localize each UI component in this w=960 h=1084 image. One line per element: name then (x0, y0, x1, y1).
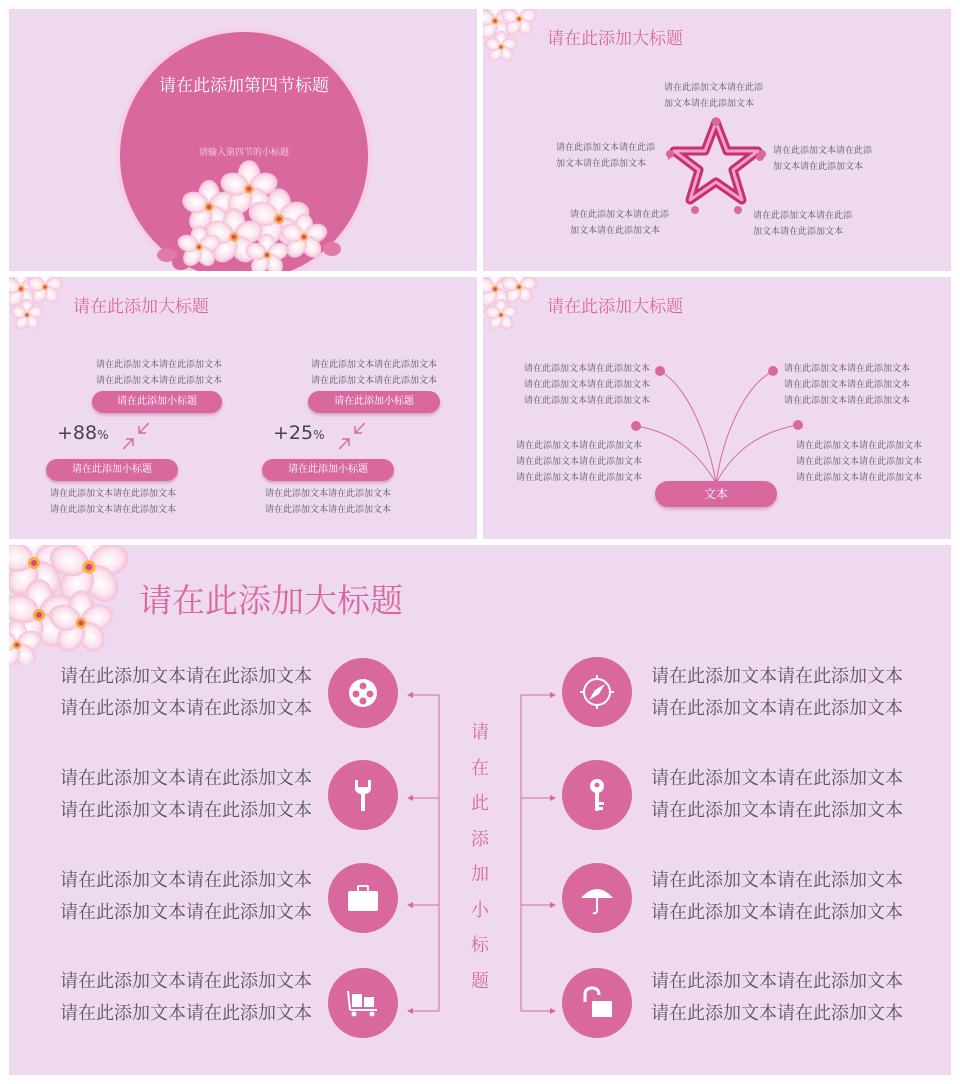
page-title: 请在此添加大标题 (547, 29, 683, 49)
stat-pill-top[interactable]: 请在此添加小标题 (92, 391, 222, 413)
stat-pill-top[interactable]: 请在此添加小标题 (308, 391, 440, 413)
stat-pill-bottom[interactable]: 请在此添加小标题 (262, 459, 394, 481)
fountain-text-top-left: 请在此添加文本请在此添加文本 请在此添加文本请在此添加文本 请在此添加文本请在此添加文本 (524, 364, 651, 406)
luggage-cart-icon (328, 968, 398, 1038)
stat-bottom-text: 请在此添加文本请在此添加文本 请在此添加文本请在此添加文本 (50, 489, 177, 515)
list-item-text: 请在此添加文本请在此添加文本 请在此添加文本请在此添加文本 (60, 666, 312, 719)
section-subtitle: 请输入第四节的小标题 (198, 148, 289, 158)
cherry-blossom-bouquet (139, 159, 359, 271)
arrows-in-icon (119, 419, 153, 453)
star-text-right: 请在此添加文本请在此添 加文本请在此添加文本 (773, 146, 873, 172)
stat-percent: +88% (57, 422, 109, 444)
stat-pill-bottom[interactable]: 请在此添加小标题 (46, 459, 178, 481)
list-item-text: 请在此添加文本请在此添加文本 请在此添加文本请在此添加文本 (651, 971, 903, 1024)
film-reel-icon (328, 658, 398, 728)
slide-percent-stats[interactable] (9, 277, 477, 539)
slide-section-cover[interactable] (9, 9, 477, 271)
stat-top-text: 请在此添加文本请在此添加文本 请在此添加文本请在此添加文本 (311, 360, 438, 386)
fountain-base-button[interactable]: 文本 (655, 481, 777, 507)
star-dots (483, 9, 951, 271)
slide-icon-list[interactable] (9, 545, 951, 1075)
wrench-icon (328, 760, 398, 830)
star-text-left: 请在此添加文本请在此添 加文本请在此添加文本 (556, 143, 656, 169)
stat-percent: +25% (273, 422, 325, 444)
briefcase-icon (328, 863, 398, 933)
umbrella-icon (562, 863, 632, 933)
list-item-text: 请在此添加文本请在此添加文本 请在此添加文本请在此添加文本 (651, 666, 903, 719)
center-vertical-subtitle: 请 在 此 添 加 小 标 题 (471, 722, 489, 992)
arrows-in-icon (335, 419, 369, 453)
list-item-text: 请在此添加文本请在此添加文本 请在此添加文本请在此添加文本 (60, 768, 312, 821)
compass-icon (562, 657, 632, 727)
list-item-text: 请在此添加文本请在此添加文本 请在此添加文本请在此添加文本 (60, 870, 312, 923)
stat-top-text: 请在此添加文本请在此添加文本 请在此添加文本请在此添加文本 (96, 360, 223, 386)
page-title: 请在此添加大标题 (73, 297, 209, 317)
star-text-bottom-left: 请在此添加文本请在此添 加文本请在此添加文本 (570, 210, 670, 236)
key-icon (562, 760, 632, 830)
cherry-blossom-corner (9, 277, 69, 337)
page-title: 请在此添加大标题 (139, 581, 403, 620)
list-item-text: 请在此添加文本请在此添加文本 请在此添加文本请在此添加文本 (651, 870, 903, 923)
page-title: 请在此添加大标题 (547, 297, 683, 317)
fountain-text-top-right: 请在此添加文本请在此添加文本 请在此添加文本请在此添加文本 请在此添加文本请在此添加文本 (784, 364, 911, 406)
list-item-text: 请在此添加文本请在此添加文本 请在此添加文本请在此添加文本 (60, 971, 312, 1024)
star-text-bottom-right: 请在此添加文本请在此添 加文本请在此添加文本 (753, 211, 853, 237)
unlock-icon (562, 968, 632, 1038)
fountain-text-bottom-left: 请在此添加文本请在此添加文本 请在此添加文本请在此添加文本 请在此添加文本请在此添加文本 (516, 441, 643, 483)
section-title: 请在此添加第四节标题 (159, 76, 329, 96)
star-text-top: 请在此添加文本请在此添 加文本请在此添加文本 (664, 83, 764, 109)
list-item-text: 请在此添加文本请在此添加文本 请在此添加文本请在此添加文本 (651, 768, 903, 821)
slide-star-diagram[interactable] (483, 9, 951, 271)
slide-fountain-diagram[interactable] (483, 277, 951, 539)
fountain-text-bottom-right: 请在此添加文本请在此添加文本 请在此添加文本请在此添加文本 请在此添加文本请在此添加文本 (796, 441, 923, 483)
stat-bottom-text: 请在此添加文本请在此添加文本 请在此添加文本请在此添加文本 (265, 489, 392, 515)
